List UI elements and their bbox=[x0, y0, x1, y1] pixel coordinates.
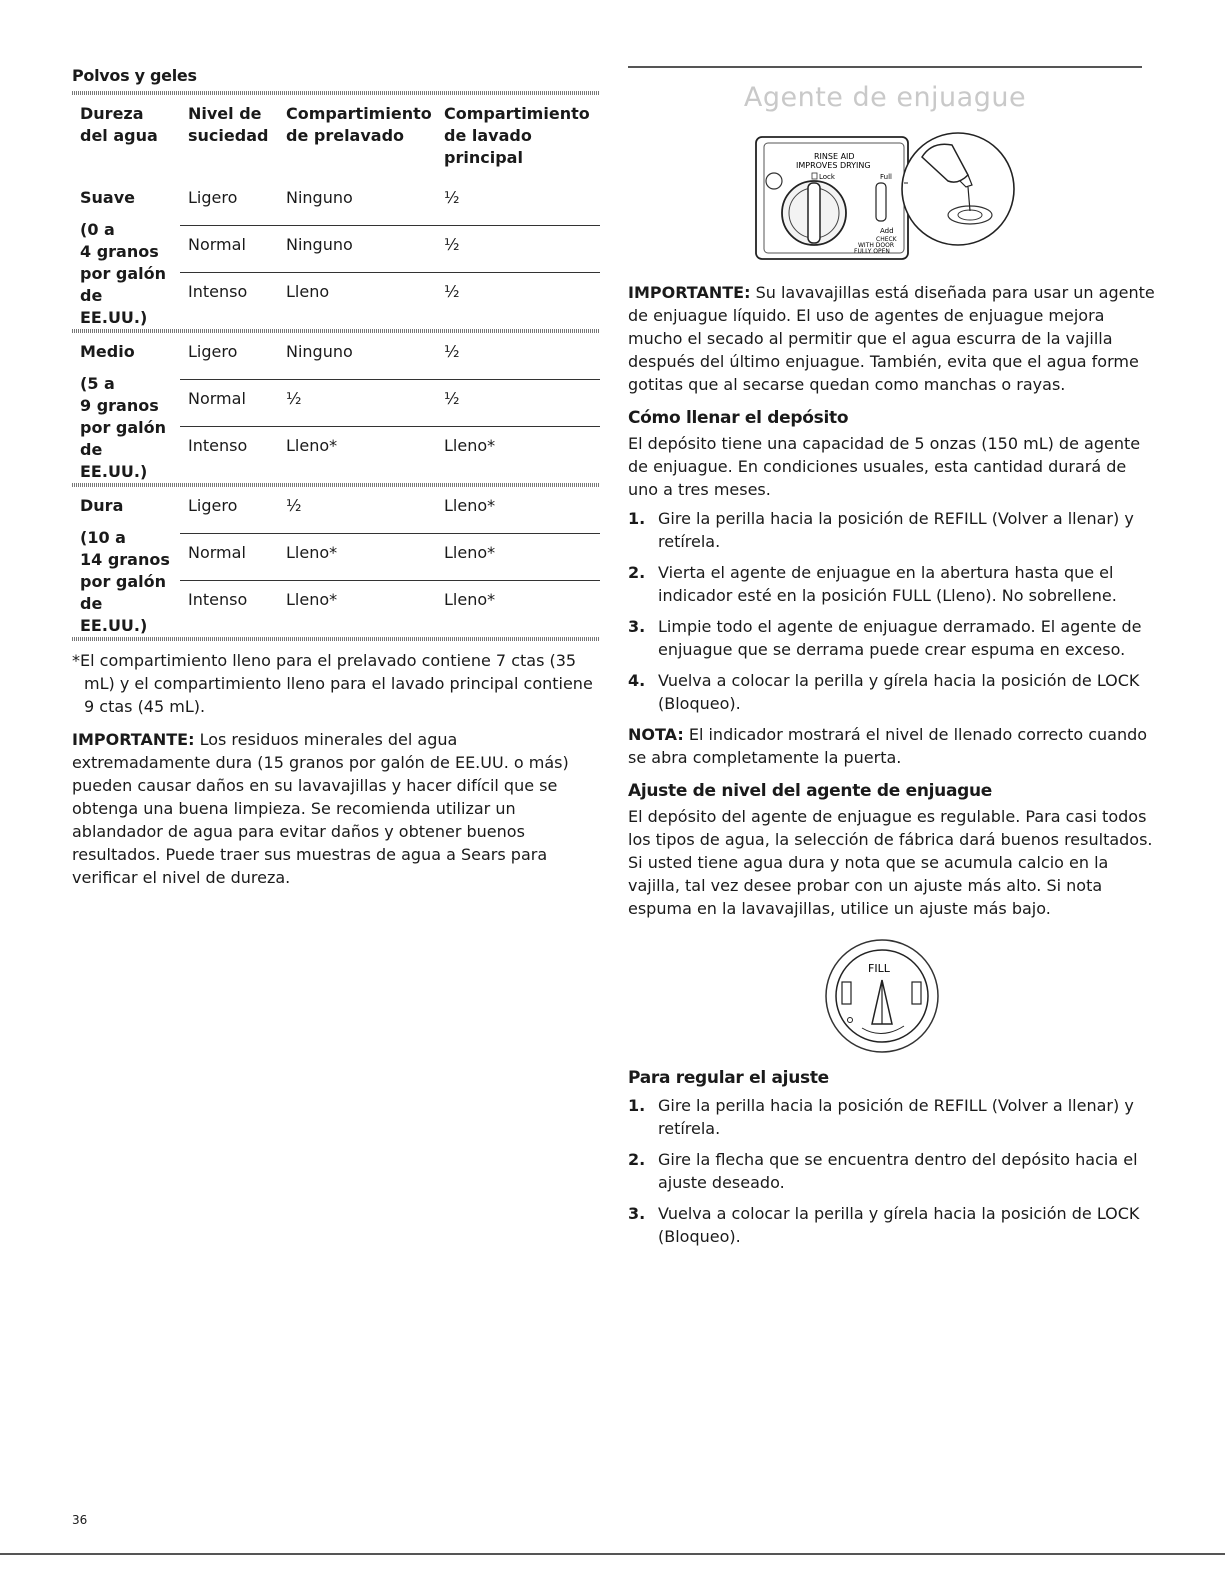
footnote: *El compartimiento lleno para el prelavado contiene 7 ctas (35 mL) y el compartimiento lleno para el lavado principal contiene 9 ctas (45 mL). bbox=[72, 651, 593, 716]
prewash-cell: Lleno bbox=[286, 282, 330, 302]
soil-level-cell: Normal bbox=[180, 226, 278, 273]
soil-level-cell: Intenso bbox=[188, 590, 248, 610]
detergent-table-body bbox=[72, 179, 600, 641]
step-number: 1. bbox=[628, 508, 646, 528]
prewash-cell: Ninguno bbox=[278, 226, 436, 273]
soil-level-cell: Normal bbox=[180, 380, 278, 427]
hardness-range: (5 a 9 granos por galón de EE.UU.) bbox=[80, 374, 167, 481]
hardness-cell bbox=[72, 333, 180, 483]
step-number: 4. bbox=[628, 670, 646, 690]
step-number: 1. bbox=[628, 1095, 646, 1115]
hardness-name: Medio bbox=[80, 342, 135, 361]
step-text: Limpie todo el agente de enjuague derramado. El agente de enjuague que se derrama puede crear espuma en exceso. bbox=[658, 616, 1142, 659]
prewash-cell: Ninguno bbox=[278, 179, 436, 226]
header-prewash: Compartimiento de prelavado bbox=[286, 104, 432, 145]
hardness-cell bbox=[72, 487, 180, 637]
dial-fill-label: FILL bbox=[868, 961, 890, 975]
soil-level-cell: Intenso bbox=[188, 282, 248, 302]
header-water-hardness: Dureza del agua bbox=[80, 104, 158, 145]
important-label: IMPORTANTE: bbox=[72, 730, 195, 749]
hardness-range: (10 a 14 granos por galón de EE.UU.) bbox=[80, 528, 170, 635]
label-with-door: WITH DOOR bbox=[858, 241, 895, 249]
regulate-step bbox=[628, 1094, 1156, 1140]
step-text: Gire la flecha que se encuentra dentro del depósito hacia el ajuste deseado. bbox=[658, 1149, 1138, 1192]
label-lock: Lock bbox=[819, 172, 835, 181]
rinse-aid-title: Agente de enjuague bbox=[743, 81, 1027, 113]
left-column bbox=[72, 66, 600, 889]
label-full: Full bbox=[880, 172, 892, 181]
group-divider-cell bbox=[72, 637, 600, 641]
adjust-section-title: Ajuste de nivel del agente de enjuague bbox=[628, 780, 993, 801]
hardness-range: (0 a 4 granos por galón de EE.UU.) bbox=[80, 220, 167, 327]
prewash-cell: Lleno* bbox=[286, 590, 338, 610]
hardness-cell bbox=[72, 179, 180, 329]
mainwash-cell: Lleno* bbox=[436, 487, 600, 534]
step-text: Vuelva a colocar la perilla y gírela hacia la posición de LOCK (Bloqueo). bbox=[658, 1203, 1140, 1246]
pour-detail-circle bbox=[902, 133, 1014, 245]
label-rinse-aid: RINSE AID bbox=[814, 151, 855, 161]
prewash-cell: Ninguno bbox=[278, 333, 436, 380]
hardness-name: Dura bbox=[80, 496, 124, 515]
step-number: 3. bbox=[628, 1203, 646, 1223]
page-number: 36 bbox=[72, 1513, 88, 1527]
top-rule bbox=[628, 66, 1142, 68]
right-column bbox=[628, 66, 1156, 1256]
label-check: CHECK bbox=[876, 235, 897, 243]
step-number: 2. bbox=[628, 562, 646, 582]
fill-step bbox=[628, 561, 1156, 607]
header-soil-level: Nivel de suciedad bbox=[188, 104, 269, 145]
bottom-rule bbox=[0, 1553, 1225, 1555]
fill-section-title: Cómo llenar el depósito bbox=[628, 407, 849, 428]
mainwash-cell: ½ bbox=[444, 282, 460, 302]
mainwash-cell: ½ bbox=[436, 179, 600, 226]
dial-svg bbox=[822, 936, 942, 1056]
prewash-cell: ½ bbox=[278, 487, 436, 534]
dispenser-svg bbox=[754, 123, 1044, 263]
mainwash-cell: Lleno* bbox=[444, 436, 496, 456]
important-text: Los residuos minerales del agua extremadamente dura (15 granos por galón de EE.UU. o más) pueden causar daños en su lavavajillas y hacer difícil que se obtenga una buena limpieza. Se recomienda utilizar un ablandador de agua para evitar daños y obtener buenos resultados. Puede traer sus muestras de agua a Sears para verificar el nivel de dureza. bbox=[72, 730, 569, 887]
mainwash-cell: Lleno* bbox=[436, 534, 600, 581]
step-text: Gire la perilla hacia la posición de REFILL (Volver a llenar) y retírela. bbox=[658, 1095, 1134, 1138]
step-number: 2. bbox=[628, 1149, 646, 1169]
label-add: Add bbox=[880, 226, 894, 235]
soil-level-cell: Ligero bbox=[180, 179, 278, 226]
adjust-text: El depósito del agente de enjuague es regulable. Para casi todos los tipos de agua, la selección de fábrica dará buenos resultados. Si usted tiene agua dura y nota que se acumula calcio en la vajilla, tal vez desee probar con un ajuste más alto. Si nota espuma en la lavavajillas, utilice un ajuste más bajo. bbox=[628, 806, 1153, 918]
table-row bbox=[72, 179, 600, 226]
prewash-cell: Lleno* bbox=[278, 534, 436, 581]
header-main-wash: Compartimiento de lavado principal bbox=[444, 104, 590, 167]
section-title-powders: Polvos y geles bbox=[72, 66, 197, 85]
step-number: 3. bbox=[628, 616, 646, 636]
mainwash-cell: ½ bbox=[436, 226, 600, 273]
important-water-paragraph bbox=[72, 728, 600, 889]
fill-step bbox=[628, 615, 1156, 661]
step-text: Vierta el agente de enjuague en la abertura hasta que el indicador esté en la posición FULL (Lleno). No sobrellene. bbox=[658, 562, 1117, 605]
fill-steps-list bbox=[628, 507, 1156, 715]
important-rinse-paragraph bbox=[628, 281, 1156, 396]
detergent-table bbox=[72, 95, 600, 641]
table-row bbox=[72, 333, 600, 380]
prewash-cell: ½ bbox=[278, 380, 436, 427]
regulate-section-title: Para regular el ajuste bbox=[628, 1067, 829, 1088]
note-paragraph bbox=[628, 723, 1156, 769]
fill-intro: El depósito tiene una capacidad de 5 onzas (150 mL) de agente de enjuague. En condiciones usuales, esta cantidad durará de uno a tres meses. bbox=[628, 433, 1141, 499]
mainwash-cell: ½ bbox=[436, 333, 600, 380]
important-rinse-text: Su lavavajillas está diseñada para usar un agente de enjuague líquido. El uso de agentes de enjuague mejora mucho el secado al permitir que el agua escurra de la vajilla después del último enjuague. También, evita que el agua forme gotitas que al secarse quedan como manchas o rayas. bbox=[628, 282, 1155, 394]
fill-step bbox=[628, 507, 1156, 553]
note-text: El indicador mostrará el nivel de llenado correcto cuando se abra completamente la puerta. bbox=[628, 724, 1148, 767]
fill-step bbox=[628, 669, 1156, 715]
fill-indicator bbox=[876, 183, 886, 221]
group-divider bbox=[72, 637, 600, 641]
label-improves-drying: IMPROVES DRYING bbox=[796, 160, 871, 170]
hardness-name: Suave bbox=[80, 188, 135, 207]
regulate-step bbox=[628, 1148, 1156, 1194]
important-label-right: IMPORTANTE: bbox=[628, 282, 751, 302]
rinse-aid-dispenser-illustration bbox=[754, 123, 1044, 263]
soil-level-cell: Intenso bbox=[188, 436, 248, 456]
regulate-steps-list bbox=[628, 1094, 1156, 1248]
mainwash-cell: Lleno* bbox=[444, 590, 496, 610]
regulate-step bbox=[628, 1202, 1156, 1248]
step-text: Vuelva a colocar la perilla y gírela hacia la posición de LOCK (Bloqueo). bbox=[658, 670, 1140, 713]
mainwash-cell: ½ bbox=[436, 380, 600, 427]
soil-level-cell: Normal bbox=[180, 534, 278, 581]
note-label: NOTA: bbox=[628, 724, 684, 744]
step-text: Gire la perilla hacia la posición de REFILL (Volver a llenar) y retírela. bbox=[658, 508, 1134, 551]
fill-dial-illustration bbox=[822, 936, 942, 1056]
label-fully-open: FULLY OPEN bbox=[854, 247, 890, 255]
table-row bbox=[72, 487, 600, 534]
soil-level-cell: Ligero bbox=[180, 333, 278, 380]
prewash-cell: Lleno* bbox=[286, 436, 338, 456]
soil-level-cell: Ligero bbox=[180, 487, 278, 534]
